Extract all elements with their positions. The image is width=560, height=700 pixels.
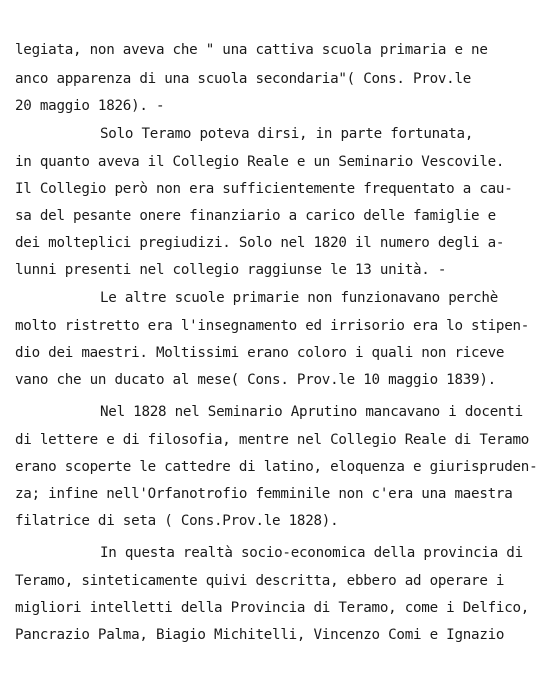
text-line: Solo Teramo poteva dirsi, in parte fortunata, (100, 126, 474, 142)
text-line: lunni presenti nel collegio raggiunse le 13 unità. - (15, 262, 447, 278)
text-line: legiata, non aveva che " una cattiva scuola primaria e ne (15, 42, 488, 58)
text-line: Il Collegio però non era sufficientemente frequentato a cau- (15, 181, 513, 197)
text-line: In questa realtà socio-economica della provincia di (100, 545, 523, 561)
text-line: Teramo, sinteticamente quivi descritta, ebbero ad operare i (15, 573, 505, 589)
text-line: dio dei maestri. Moltissimi erano coloro i quali non riceve (15, 345, 505, 361)
text-line: filatrice di seta ( Cons.Prov.le 1828). (15, 513, 339, 529)
text-line: Nel 1828 nel Seminario Aprutino mancavano i docenti (100, 404, 523, 420)
text-line: 20 maggio 1826). - (15, 98, 165, 114)
text-line: di lettere e di filosofia, mentre nel Collegio Reale di Teramo (15, 432, 530, 448)
text-line: za; infine nell'Orfanotrofio femminile non c'era una maestra (15, 486, 513, 502)
text-line: anco apparenza di una scuola secondaria"( Cons. Prov.le (15, 71, 472, 87)
text-line: vano che un ducato al mese( Cons. Prov.le 10 maggio 1839). (15, 372, 496, 388)
text-line: sa del pesante onere finanziario a carico delle famiglie e (15, 208, 496, 224)
text-line: Le altre scuole primarie non funzionavano perchè (100, 290, 498, 306)
text-line: dei molteplici pregiudizi. Solo nel 1820 il numero degli a- (15, 235, 505, 251)
text-line: erano scoperte le cattedre di latino, eloquenza e giurispruden- (15, 459, 538, 475)
text-line: molto ristretto era l'insegnamento ed irrisorio era lo stipen- (15, 318, 530, 334)
text-line: in quanto aveva il Collegio Reale e un Seminario Vescovile. (15, 154, 505, 170)
text-line: Pancrazio Palma, Biagio Michitelli, Vincenzo Comi e Ignazio (15, 627, 505, 643)
text-line: migliori intelletti della Provincia di Teramo, come i Delfico, (15, 600, 530, 616)
